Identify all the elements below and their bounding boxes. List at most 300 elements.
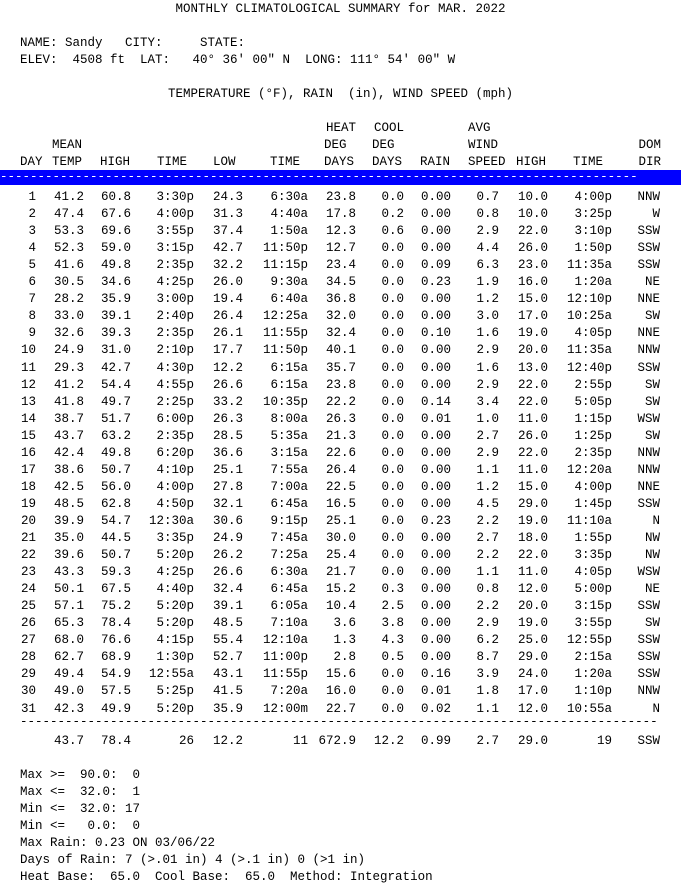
cell-rain: 0.00 bbox=[420, 360, 451, 375]
table-row bbox=[0, 308, 681, 325]
cell-day: 16 bbox=[20, 445, 36, 460]
cell-avg-wind-speed: 1.6 bbox=[476, 326, 499, 341]
cell-wind-high: 19.0 bbox=[517, 326, 548, 341]
cell-wind-high-time: 3:10p bbox=[574, 224, 612, 239]
cell-low-time: 11:55p bbox=[262, 326, 308, 341]
avg-header-1: AVG bbox=[468, 121, 491, 135]
cell-low: 26.2 bbox=[212, 548, 243, 563]
cell-wind-high-time: 10:25a bbox=[566, 309, 612, 324]
cell-avg-wind-speed: 1.8 bbox=[476, 684, 499, 699]
cell-wind-high-time: 3:15p bbox=[574, 599, 612, 614]
footer-line: Min <= 0.0: 0 bbox=[20, 819, 141, 833]
cell-wind-high-time: 4:00p bbox=[574, 479, 612, 494]
cell-cool-deg-days: 0.0 bbox=[381, 190, 404, 204]
cell-wind-high: 22.0 bbox=[517, 548, 548, 563]
cell-mean-temp: 49.4 bbox=[53, 667, 84, 682]
cell-dom-dir: SSW bbox=[637, 360, 660, 375]
table-row bbox=[0, 513, 681, 530]
cell-wind-high-time: 5:00p bbox=[574, 582, 612, 597]
cell-mean-temp: 50.1 bbox=[53, 582, 84, 597]
cell-low-time: 6:15a bbox=[270, 360, 308, 375]
cell-wind-high-time: 3:55p bbox=[574, 616, 612, 631]
rain-header: RAIN bbox=[420, 155, 451, 169]
table-row bbox=[0, 223, 681, 240]
cell-wind-high-time: 12:10p bbox=[566, 292, 612, 307]
cell-heat-deg-days: 21.3 bbox=[325, 428, 356, 443]
cell-low-time: 11 bbox=[292, 734, 308, 748]
cell-avg-wind-speed: 6.2 bbox=[476, 633, 499, 648]
footer-line: Max >= 90.0: 0 bbox=[20, 768, 141, 782]
cell-wind-high-time: 1:25p bbox=[574, 428, 612, 443]
table-row bbox=[0, 530, 681, 547]
table-row bbox=[0, 394, 681, 411]
cell-dom-dir: SSW bbox=[637, 667, 660, 682]
cell-dom-dir: NW bbox=[644, 548, 660, 563]
cell-dom-dir: SSW bbox=[637, 633, 660, 648]
cell-wind-high: 12.0 bbox=[517, 701, 548, 716]
table-row bbox=[0, 581, 681, 598]
cell-dom-dir: NNE bbox=[637, 292, 660, 307]
cell-wind-high-time: 3:35p bbox=[574, 548, 612, 563]
cell-low-time: 12:00m bbox=[262, 701, 308, 716]
cell-wind-high-time: 1:20a bbox=[574, 667, 612, 682]
cell-cool-deg-days: 0.0 bbox=[381, 445, 404, 460]
cell-avg-wind-speed: 2.7 bbox=[476, 734, 499, 748]
totals-separator: ------------------------------------------------------------------------------------- bbox=[20, 715, 658, 729]
cell-heat-deg-days: 40.1 bbox=[325, 343, 356, 358]
footer-line: Max <= 32.0: 1 bbox=[20, 785, 141, 799]
cell-dom-dir: NNW bbox=[637, 445, 660, 460]
cell-high-time: 4:25p bbox=[156, 275, 194, 290]
cell-high-time: 6:00p bbox=[156, 411, 194, 426]
cell-high: 63.2 bbox=[100, 428, 131, 443]
table-row bbox=[0, 496, 681, 513]
cell-dom-dir: SW bbox=[644, 309, 660, 324]
cell-rain: 0.00 bbox=[420, 565, 451, 580]
cell-rain: 0.09 bbox=[420, 258, 451, 273]
cell-dom-dir: SSW bbox=[637, 224, 660, 239]
table-row bbox=[0, 360, 681, 377]
cell-mean-temp: 53.3 bbox=[53, 224, 84, 239]
cell-day: 22 bbox=[20, 548, 36, 563]
cell-rain: 0.00 bbox=[420, 241, 451, 256]
cell-avg-wind-speed: 0.8 bbox=[476, 207, 499, 222]
cell-high: 59.0 bbox=[100, 241, 131, 256]
cell-low: 26.1 bbox=[212, 326, 243, 341]
cell-mean-temp: 42.3 bbox=[53, 701, 84, 716]
cell-high-time: 5:20p bbox=[156, 701, 194, 716]
cell-wind-high-time: 10:55a bbox=[566, 701, 612, 716]
cell-low: 39.1 bbox=[212, 599, 243, 614]
cell-mean-temp: 41.2 bbox=[53, 190, 84, 204]
cell-mean-temp: 47.4 bbox=[53, 207, 84, 222]
cell-high: 39.3 bbox=[100, 326, 131, 341]
cell-rain: 0.23 bbox=[420, 275, 451, 290]
cell-heat-deg-days: 17.8 bbox=[325, 207, 356, 222]
cell-wind-high: 18.0 bbox=[517, 531, 548, 545]
cell-heat-deg-days: 36.8 bbox=[325, 292, 356, 307]
cell-day: 27 bbox=[20, 633, 36, 648]
cell-avg-wind-speed: 2.9 bbox=[476, 377, 499, 392]
cell-low: 17.7 bbox=[212, 343, 243, 358]
cell-wind-high-time: 4:05p bbox=[574, 326, 612, 341]
cell-dom-dir: SSW bbox=[637, 258, 660, 273]
cell-wind-high-time: 2:15a bbox=[574, 650, 612, 665]
cell-cool-deg-days: 0.0 bbox=[381, 565, 404, 580]
cell-avg-wind-speed: 0.8 bbox=[476, 582, 499, 597]
table-row bbox=[0, 257, 681, 274]
cell-mean-temp: 33.0 bbox=[53, 309, 84, 324]
cell-low: 35.9 bbox=[212, 701, 243, 716]
cell-high: 49.9 bbox=[100, 701, 131, 716]
table-row bbox=[0, 547, 681, 564]
cell-wind-high-time: 1:10p bbox=[574, 684, 612, 699]
cell-rain: 0.16 bbox=[420, 667, 451, 682]
cell-high: 75.2 bbox=[100, 599, 131, 614]
column-header-line-2 bbox=[0, 137, 681, 154]
cell-heat-deg-days: 10.4 bbox=[325, 599, 356, 614]
cell-day: 25 bbox=[20, 599, 36, 614]
cell-high: 68.9 bbox=[100, 650, 131, 665]
cell-low-time: 5:35a bbox=[270, 428, 308, 443]
cell-mean-temp: 32.6 bbox=[53, 326, 84, 341]
cell-heat-deg-days: 32.4 bbox=[325, 326, 356, 341]
cell-avg-wind-speed: 8.7 bbox=[476, 650, 499, 665]
cell-cool-deg-days: 0.0 bbox=[381, 462, 404, 477]
cell-avg-wind-speed: 1.0 bbox=[476, 411, 499, 426]
cell-wind-high: 10.0 bbox=[517, 207, 548, 222]
cell-day: 29 bbox=[20, 667, 36, 682]
cell-avg-wind-speed: 2.9 bbox=[476, 616, 499, 631]
table-row bbox=[0, 325, 681, 342]
cell-dom-dir: WSW bbox=[637, 565, 660, 580]
cell-rain: 0.23 bbox=[420, 513, 451, 528]
cell-mean-temp: 30.5 bbox=[53, 275, 84, 290]
cell-wind-high: 11.0 bbox=[517, 462, 548, 477]
cell-cool-deg-days: 0.0 bbox=[381, 479, 404, 494]
cell-low-time: 11:50p bbox=[262, 241, 308, 256]
cell-high: 78.4 bbox=[100, 616, 131, 631]
cell-mean-temp: 35.0 bbox=[53, 531, 84, 545]
cell-high: 56.0 bbox=[100, 479, 131, 494]
cell-low-time: 11:15p bbox=[262, 258, 308, 273]
cell-high: 44.5 bbox=[100, 531, 131, 545]
cell-low-time: 6:45a bbox=[270, 582, 308, 597]
cell-rain: 0.00 bbox=[420, 343, 451, 358]
table-row bbox=[0, 411, 681, 428]
cell-mean-temp: 41.8 bbox=[53, 394, 84, 409]
cell-low-time: 7:10a bbox=[270, 616, 308, 631]
cell-heat-deg-days: 3.6 bbox=[333, 616, 356, 631]
cell-avg-wind-speed: 1.1 bbox=[476, 565, 499, 580]
cell-wind-high: 19.0 bbox=[517, 616, 548, 631]
cell-wind-high-time: 19 bbox=[596, 734, 612, 748]
cell-low: 33.2 bbox=[212, 394, 243, 409]
cell-low: 12.2 bbox=[212, 734, 243, 748]
cell-low: 42.7 bbox=[212, 241, 243, 256]
cell-day: 2 bbox=[28, 207, 36, 222]
cell-low: 27.8 bbox=[212, 479, 243, 494]
cell-heat-deg-days: 26.3 bbox=[325, 411, 356, 426]
cell-high: 35.9 bbox=[100, 292, 131, 307]
cell-low: 32.1 bbox=[212, 496, 243, 511]
cell-wind-high-time: 2:35p bbox=[574, 445, 612, 460]
cell-heat-deg-days: 15.2 bbox=[325, 582, 356, 597]
cell-wind-high-time: 4:00p bbox=[574, 190, 612, 204]
cell-rain: 0.01 bbox=[420, 411, 451, 426]
cell-low: 28.5 bbox=[212, 428, 243, 443]
cell-high: 78.4 bbox=[100, 734, 131, 748]
cell-avg-wind-speed: 0.7 bbox=[476, 190, 499, 204]
cell-wind-high-time: 11:10a bbox=[566, 513, 612, 528]
cell-low: 43.1 bbox=[212, 667, 243, 682]
cell-cool-deg-days: 3.8 bbox=[381, 616, 404, 631]
cell-low-time: 7:25a bbox=[270, 548, 308, 563]
cell-low-time: 6:30a bbox=[270, 190, 308, 204]
speed-header: SPEED bbox=[468, 155, 506, 169]
cell-avg-wind-speed: 3.9 bbox=[476, 667, 499, 682]
cell-high-time: 5:20p bbox=[156, 616, 194, 631]
cell-day: 10 bbox=[20, 343, 36, 358]
cell-high-time: 12:30a bbox=[148, 513, 194, 528]
cell-cool-deg-days: 0.0 bbox=[381, 309, 404, 324]
cell-wind-high-time: 1:55p bbox=[574, 531, 612, 545]
cell-wind-high-time: 12:20a bbox=[566, 462, 612, 477]
cell-cool-deg-days: 0.0 bbox=[381, 684, 404, 699]
cell-heat-deg-days: 16.0 bbox=[325, 684, 356, 699]
cell-rain: 0.00 bbox=[420, 462, 451, 477]
header-separator-band bbox=[0, 170, 681, 185]
cell-wind-high-time: 11:35a bbox=[566, 343, 612, 358]
cell-wind-high: 22.0 bbox=[517, 445, 548, 460]
cell-day: 9 bbox=[28, 326, 36, 341]
cell-rain: 0.00 bbox=[420, 599, 451, 614]
cell-heat-deg-days: 26.4 bbox=[325, 462, 356, 477]
cell-heat-deg-days: 25.4 bbox=[325, 548, 356, 563]
cell-wind-high: 13.0 bbox=[517, 360, 548, 375]
cell-day: 28 bbox=[20, 650, 36, 665]
cell-cool-deg-days: 0.0 bbox=[381, 241, 404, 256]
footer-line: Max Rain: 0.23 ON 03/06/22 bbox=[20, 836, 216, 850]
cell-wind-high: 15.0 bbox=[517, 292, 548, 307]
cool-header-1: COOL bbox=[373, 121, 404, 135]
cell-rain: 0.99 bbox=[420, 734, 451, 748]
cell-rain: 0.00 bbox=[420, 207, 451, 222]
cell-dom-dir: NE bbox=[644, 582, 660, 597]
cell-day: 15 bbox=[20, 428, 36, 443]
cell-wind-high: 29.0 bbox=[517, 734, 548, 748]
table-row bbox=[0, 615, 681, 632]
cell-low: 32.4 bbox=[212, 582, 243, 597]
heat-header-3: DAYS bbox=[324, 155, 355, 169]
header-separator-dashes: ------------------------------------------------------------------------------------- bbox=[0, 170, 638, 184]
cell-cool-deg-days: 0.3 bbox=[381, 582, 404, 597]
cell-day: 7 bbox=[28, 292, 36, 307]
cell-high-time: 12:55a bbox=[148, 667, 194, 682]
cell-dom-dir: SW bbox=[644, 428, 660, 443]
cell-dom-dir: NNW bbox=[637, 462, 660, 477]
cell-rain: 0.02 bbox=[420, 701, 451, 716]
mean-header: MEAN bbox=[52, 138, 83, 152]
cell-high-time: 4:40p bbox=[156, 582, 194, 597]
high-header: HIGH bbox=[100, 155, 131, 169]
cell-wind-high: 23.0 bbox=[517, 258, 548, 273]
cell-high-time: 4:15p bbox=[156, 633, 194, 648]
cell-low: 24.3 bbox=[212, 190, 243, 204]
cell-avg-wind-speed: 6.3 bbox=[476, 258, 499, 273]
column-header-line-3 bbox=[0, 154, 681, 171]
cell-cool-deg-days: 0.2 bbox=[381, 207, 404, 222]
cell-high-time: 2:25p bbox=[156, 394, 194, 409]
cell-rain: 0.14 bbox=[420, 394, 451, 409]
table-row bbox=[0, 683, 681, 700]
cell-mean-temp: 39.6 bbox=[53, 548, 84, 563]
table-row bbox=[0, 598, 681, 615]
cell-dom-dir: NNE bbox=[637, 479, 660, 494]
cell-low-time: 6:05a bbox=[270, 599, 308, 614]
cell-high-time: 26 bbox=[178, 734, 194, 748]
cell-wind-high: 22.0 bbox=[517, 224, 548, 239]
cell-mean-temp: 48.5 bbox=[53, 496, 84, 511]
cell-low-time: 6:30a bbox=[270, 565, 308, 580]
cell-low-time: 12:10a bbox=[262, 633, 308, 648]
cell-heat-deg-days: 32.0 bbox=[325, 309, 356, 324]
cell-wind-high: 29.0 bbox=[517, 650, 548, 665]
cell-wind-high: 29.0 bbox=[517, 496, 548, 511]
cell-low: 24.9 bbox=[212, 531, 243, 545]
cell-heat-deg-days: 25.1 bbox=[325, 513, 356, 528]
wind-high-header: HIGH bbox=[516, 155, 547, 169]
table-row bbox=[0, 649, 681, 666]
cell-mean-temp: 41.2 bbox=[53, 377, 84, 392]
cell-wind-high: 26.0 bbox=[517, 241, 548, 256]
cell-wind-high: 10.0 bbox=[517, 190, 548, 204]
cell-wind-high-time: 1:15p bbox=[574, 411, 612, 426]
cell-mean-temp: 49.0 bbox=[53, 684, 84, 699]
low-header: LOW bbox=[213, 155, 236, 169]
cell-heat-deg-days: 12.3 bbox=[325, 224, 356, 239]
cell-dom-dir: NNE bbox=[637, 326, 660, 341]
cell-mean-temp: 41.6 bbox=[53, 258, 84, 273]
cell-mean-temp: 29.3 bbox=[53, 360, 84, 375]
cell-mean-temp: 38.6 bbox=[53, 462, 84, 477]
cell-wind-high: 15.0 bbox=[517, 479, 548, 494]
column-header-line-1 bbox=[0, 120, 681, 137]
day-header: DAY bbox=[20, 155, 43, 169]
cell-day: 8 bbox=[28, 309, 36, 324]
cell-rain: 0.00 bbox=[420, 650, 451, 665]
table-row bbox=[0, 462, 681, 479]
cell-high-time: 3:30p bbox=[156, 190, 194, 204]
dom-header: DOM bbox=[638, 138, 661, 152]
cell-heat-deg-days: 22.2 bbox=[325, 394, 356, 409]
cell-high: 62.8 bbox=[100, 496, 131, 511]
cell-dom-dir: SSW bbox=[637, 650, 660, 665]
cell-dom-dir: SSW bbox=[637, 599, 660, 614]
cell-cool-deg-days: 0.0 bbox=[381, 701, 404, 716]
cell-low: 52.7 bbox=[212, 650, 243, 665]
cell-wind-high: 20.0 bbox=[517, 599, 548, 614]
cell-heat-deg-days: 30.0 bbox=[325, 531, 356, 545]
cell-high-time: 2:35p bbox=[156, 428, 194, 443]
cell-heat-deg-days: 35.7 bbox=[325, 360, 356, 375]
cell-low: 48.5 bbox=[212, 616, 243, 631]
cell-day: 31 bbox=[20, 701, 36, 716]
cell-high: 51.7 bbox=[100, 411, 131, 426]
cell-day: 18 bbox=[20, 479, 36, 494]
cell-avg-wind-speed: 4.4 bbox=[476, 241, 499, 256]
cell-dom-dir: SW bbox=[644, 394, 660, 409]
cell-dom-dir: WSW bbox=[637, 411, 660, 426]
cell-day: 24 bbox=[20, 582, 36, 597]
cell-low: 26.6 bbox=[212, 565, 243, 580]
cell-mean-temp: 42.5 bbox=[53, 479, 84, 494]
time-header-2: TIME bbox=[270, 155, 301, 169]
table-row bbox=[0, 342, 681, 359]
cell-high-time: 4:50p bbox=[156, 496, 194, 511]
cell-avg-wind-speed: 2.2 bbox=[476, 599, 499, 614]
cell-wind-high-time: 1:20a bbox=[574, 275, 612, 290]
cell-day: 23 bbox=[20, 565, 36, 580]
cell-dom-dir: W bbox=[652, 207, 660, 222]
cell-avg-wind-speed: 2.7 bbox=[476, 428, 499, 443]
cell-low-time: 3:15a bbox=[270, 445, 308, 460]
cell-low-time: 4:40a bbox=[270, 207, 308, 222]
cell-mean-temp: 68.0 bbox=[53, 633, 84, 648]
cell-dom-dir: NNW bbox=[637, 343, 660, 358]
cell-avg-wind-speed: 1.2 bbox=[476, 292, 499, 307]
cell-cool-deg-days: 2.5 bbox=[381, 599, 404, 614]
cell-high-time: 2:35p bbox=[156, 258, 194, 273]
cell-day: 13 bbox=[20, 394, 36, 409]
temp-header: TEMP bbox=[52, 155, 83, 169]
cell-cool-deg-days: 0.0 bbox=[381, 275, 404, 290]
cell-high: 39.1 bbox=[100, 309, 131, 324]
cell-high-time: 4:55p bbox=[156, 377, 194, 392]
table-row bbox=[0, 189, 681, 206]
footer-line: Days of Rain: 7 (>.01 in) 4 (>.1 in) 0 (>1 in) bbox=[20, 853, 366, 867]
cell-high-time: 3:35p bbox=[156, 531, 194, 545]
heat-header-2: DEG bbox=[324, 138, 347, 152]
cell-low: 37.4 bbox=[212, 224, 243, 239]
cell-day: 11 bbox=[20, 360, 36, 375]
cell-avg-wind-speed: 4.5 bbox=[476, 496, 499, 511]
cell-high: 50.7 bbox=[100, 462, 131, 477]
cell-cool-deg-days: 0.6 bbox=[381, 224, 404, 239]
cell-heat-deg-days: 1.3 bbox=[333, 633, 356, 648]
cell-wind-high-time: 12:55p bbox=[566, 633, 612, 648]
cell-high: 54.4 bbox=[100, 377, 131, 392]
cell-day: 6 bbox=[28, 275, 36, 290]
cell-day: 4 bbox=[28, 241, 36, 256]
cell-cool-deg-days: 0.0 bbox=[381, 292, 404, 307]
cell-dom-dir: SW bbox=[644, 616, 660, 631]
station-info-line-1: NAME: Sandy CITY: STATE: bbox=[20, 36, 246, 50]
cell-low-time: 7:45a bbox=[270, 531, 308, 545]
cell-high-time: 3:15p bbox=[156, 241, 194, 256]
cell-heat-deg-days: 12.7 bbox=[325, 241, 356, 256]
cell-low-time: 1:50a bbox=[270, 224, 308, 239]
cell-dom-dir: NW bbox=[644, 531, 660, 545]
cell-avg-wind-speed: 2.2 bbox=[476, 548, 499, 563]
cell-wind-high: 11.0 bbox=[517, 411, 548, 426]
cell-low-time: 6:45a bbox=[270, 496, 308, 511]
cell-rain: 0.01 bbox=[420, 684, 451, 699]
cell-rain: 0.00 bbox=[420, 309, 451, 324]
footer-line: Min <= 32.0: 17 bbox=[20, 802, 141, 816]
cell-heat-deg-days: 23.8 bbox=[325, 190, 356, 204]
cell-high: 76.6 bbox=[100, 633, 131, 648]
